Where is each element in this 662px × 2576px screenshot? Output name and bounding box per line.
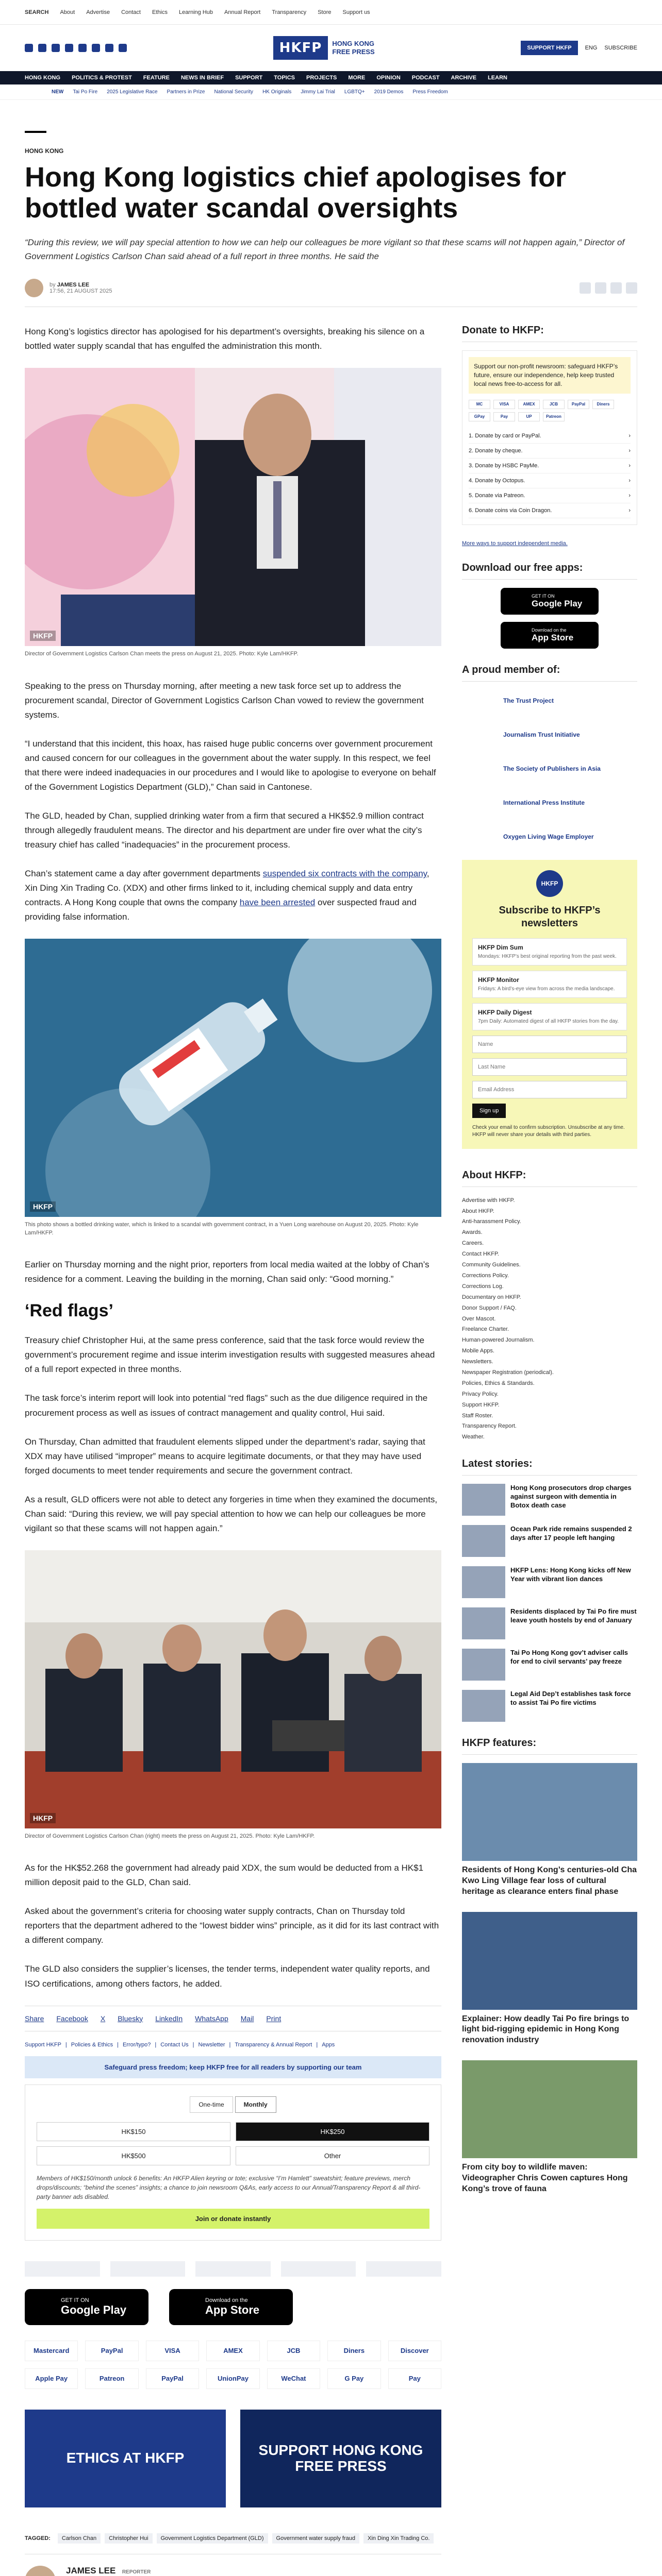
paragraph: Treasury chief Christopher Hui, at the same press conference, said that the task force would review the government’s procurement regime and issue interim investigation results with suggested measures ahead of a full report expected in three months. — [25, 1335, 435, 1375]
story-item[interactable]: Hong Kong prosecutors drop charges against surgeon with dementia in Botox death case — [462, 1484, 637, 1516]
amount-option-selected[interactable]: HK$250 — [236, 2122, 429, 2141]
payment-logo: PayPal — [85, 2341, 138, 2361]
newsletter-heading: Subscribe to HKFP’s newsletters — [499, 904, 601, 929]
author-name[interactable]: JAMES LEE — [66, 2565, 116, 2575]
author-avatar — [25, 2566, 56, 2576]
share-link[interactable]: X — [100, 2014, 106, 2023]
donation-methods — [469, 429, 631, 518]
about-link[interactable]: Freelance Charter. — [462, 1326, 509, 1333]
last-name-field[interactable]: Last Name — [472, 1058, 627, 1076]
member-logo[interactable]: International Press Institute — [503, 799, 585, 806]
facebook-icon[interactable] — [25, 44, 33, 52]
email-icon[interactable] — [626, 282, 637, 294]
payment-logo: PayPal — [146, 2368, 199, 2389]
paragraph: Speaking to the press on Thursday morning, after meeting a new task force set up to address the procurement scandal, Director of Government Logistics Carlson Chan vowed to review the government systems. — [25, 681, 424, 720]
new-badge: NEW — [52, 89, 64, 95]
nav-item[interactable]: PROJECTS — [306, 75, 337, 81]
about-link[interactable]: Awards. — [462, 1229, 483, 1236]
share-link[interactable]: WhatsApp — [195, 2014, 228, 2023]
donation-method[interactable]: 3. Donate by HSBC PayMe. › — [469, 459, 631, 473]
ticker-item[interactable]: LGBTQ+ — [344, 89, 365, 95]
topbar-link[interactable]: Contact — [121, 9, 141, 15]
donation-method[interactable]: 6. Donate coins via Coin Dragon. › — [469, 503, 631, 518]
card-logos: MC VISA AMEX JCB PayPal Diners GPay Pay UP Patreon — [469, 400, 631, 421]
paragraph: On Thursday, Chan admitted that fraudulent elements slipped under the department’s radar, saying that XDX may have utilised “improper” means to acquire legitimate documents, or that they may have used forged documents to meet tender requirements and secure the government contract. — [25, 1436, 425, 1476]
jti-logo[interactable] — [110, 2261, 186, 2277]
ticker-item[interactable]: Press Freedom — [412, 89, 448, 95]
email-field[interactable]: Email Address — [472, 1081, 627, 1098]
article-photo[interactable] — [25, 1550, 441, 1828]
photo-caption: Director of Government Logistics Carlson Chan meets the press on August 21, 2025. Photo: Kyle Lam/HKFP. — [25, 651, 299, 657]
monthly-tab[interactable]: Monthly — [235, 2096, 276, 2113]
nav-item[interactable]: ARCHIVE — [451, 75, 477, 81]
ticker-item[interactable]: 2019 Demos — [374, 89, 404, 95]
about-link[interactable]: Weather. — [462, 1434, 485, 1440]
feature-item[interactable]: Residents of Hong Kong’s centuries-old Cha Kwo Ling Village fear loss of cultural heritage as clearance enters final phase — [462, 1763, 637, 1897]
about-link[interactable]: Over Mascot. — [462, 1315, 496, 1322]
main-navigation — [0, 71, 662, 84]
feature-item[interactable]: Explainer: How deadly Tai Po fire brings to light bid-rigging epidemic in Hong Kong renovation industry — [462, 1912, 637, 2046]
donate-widget — [25, 2084, 441, 2241]
support-link[interactable]: Transparency & Annual Report — [235, 2041, 312, 2048]
support-banner[interactable]: SUPPORT HONG KONG FREE PRESS — [240, 2410, 441, 2507]
tag[interactable]: Christopher Hui — [105, 2533, 152, 2544]
about-links — [462, 1195, 637, 1443]
whatsapp-icon[interactable] — [610, 282, 622, 294]
paragraph: “I understand that this incident, this hoax, has raised huge public concerns over government procurement and caused concern for our colleagues in the government about the water supply. In this respect, we feel that there were indeed inadequacies in our procedures and I would like to apologise to everyone on behalf of the Government Logistics Department (GLD),” Chan said in Cantonese. — [25, 738, 436, 792]
publish-date: 17:56, 21 AUGUST 2025 — [49, 288, 112, 295]
latest-stories-heading: Latest stories: — [462, 1458, 637, 1476]
topbar-link[interactable]: Annual Report — [224, 9, 261, 15]
support-link[interactable]: Policies & Ethics — [71, 2041, 113, 2048]
ethics-banner[interactable]: ETHICS AT HKFP — [25, 2410, 226, 2507]
story-thumbnail — [462, 1607, 505, 1639]
google-play-button[interactable]: GET IT ON Google Play — [501, 588, 599, 615]
payment-logos — [25, 2341, 441, 2389]
threads-icon[interactable] — [65, 44, 73, 52]
nav-item[interactable]: HONG KONG — [25, 75, 61, 81]
language-toggle[interactable]: ENG — [585, 45, 598, 51]
tag[interactable]: Government Logistics Department (GLD) — [157, 2533, 268, 2544]
feature-image — [462, 1912, 637, 2010]
share-link[interactable]: Facebook — [56, 2014, 88, 2023]
story-item[interactable]: Residents displaced by Tai Po fire must leave youth hostels by end of January — [462, 1607, 637, 1639]
ticker-item[interactable]: HK Originals — [262, 89, 292, 95]
support-link[interactable]: Apps — [322, 2041, 335, 2048]
masthead — [0, 25, 662, 71]
donation-amounts — [37, 2122, 429, 2165]
newsletter-option[interactable]: HKFP Dim Sum Mondays: HKFP’s best original reporting from the past week. — [472, 938, 627, 965]
payment-logo: WeChat — [267, 2368, 320, 2389]
byline: by JAMES LEE 17:56, 21 AUGUST 2025 — [25, 279, 112, 297]
inline-link[interactable]: have been arrested — [239, 897, 316, 908]
donation-method[interactable]: 1. Donate by card or PayPal. › — [469, 429, 631, 444]
feature-stories — [462, 1763, 637, 2194]
feature-image — [462, 2060, 637, 2158]
about-link[interactable]: Policies, Ethics & Standards. — [462, 1380, 535, 1386]
about-link[interactable]: Corrections Policy. — [462, 1272, 509, 1279]
x-icon[interactable] — [595, 282, 606, 294]
donation-method[interactable]: 4. Donate by Octopus. › — [469, 473, 631, 488]
rss-icon[interactable] — [119, 44, 127, 52]
google-play-button[interactable]: GET IT ON Google Play — [25, 2289, 148, 2325]
feature-item[interactable]: From city boy to wildlife maven: Videographer Chris Cowen captures Hong Kong’s trove of fauna — [462, 2060, 637, 2194]
support-link[interactable]: Error/typo? — [122, 2041, 151, 2048]
support-links-row: Support HKFP | Policies & Ethics | Error/typo? | Contact Us | Newsletter | Transparency & Annual Report | Apps — [25, 2041, 335, 2048]
about-link[interactable]: Human-powered Journalism. — [462, 1337, 535, 1344]
about-link[interactable]: Community Guidelines. — [462, 1262, 521, 1268]
author-box — [25, 2566, 441, 2576]
support-hkfp-button[interactable]: SUPPORT HKFP — [521, 41, 577, 55]
tags-row: TAGGED: Carlson Chan Christopher Hui Government Logistics Department (GLD) Government water supply fraud Xin Ding Xin Trading Co. — [25, 2533, 441, 2554]
author-name[interactable]: JAMES LEE — [57, 282, 90, 289]
payment-logo: AMEX — [206, 2341, 259, 2361]
tag[interactable]: Xin Ding Xin Trading Co. — [363, 2533, 434, 2544]
photo-caption: Director of Government Logistics Carlson Chan (right) meets the press on August 21, 2025. Photo: Kyle Lam/HKFP. — [25, 1833, 315, 1839]
about-link[interactable]: Anti-harassment Policy. — [462, 1218, 521, 1225]
first-name-field[interactable]: Name — [472, 1036, 627, 1053]
nav-item[interactable]: LEARN — [488, 75, 507, 81]
about-link[interactable]: About HKFP. — [462, 1208, 494, 1214]
feature-image — [462, 1763, 637, 1861]
author-avatar — [25, 279, 43, 297]
more-ways-link[interactable]: More ways to support independent media. — [462, 540, 568, 547]
support-link[interactable]: Newsletter — [198, 2041, 225, 2048]
sopa-logo[interactable] — [195, 2261, 271, 2277]
app-store-button[interactable]: Download on the App Store — [169, 2289, 293, 2325]
about-link[interactable]: Advertise with HKFP. — [462, 1197, 515, 1204]
newsletter-option[interactable]: HKFP Daily Digest 7pm Daily: Automated digest of all HKFP stories from the day. — [472, 1003, 627, 1030]
article-photo[interactable] — [25, 939, 441, 1217]
newsletter-signup — [462, 860, 637, 1149]
donate-intro: Support our non-profit newsroom: safeguard HKFP’s future, ensure our independence, help keep trusted local news free-to-access for all. — [469, 357, 631, 393]
paragraph: The task force’s interim report will look into potential “red flags” such as the due diligence required in the procurement process as well as issues of contract management and quality control, Hui said. — [25, 1393, 428, 1418]
about-link[interactable]: Privacy Policy. — [462, 1391, 499, 1397]
member-logo[interactable]: Journalism Trust Initiative — [503, 731, 580, 738]
amount-option[interactable]: HK$150 — [37, 2122, 230, 2141]
telegram-icon[interactable] — [78, 44, 87, 52]
living-wage-logo[interactable] — [366, 2261, 441, 2277]
donation-method[interactable]: 5. Donate via Patreon. › — [469, 488, 631, 503]
payment-logo: JCB — [267, 2341, 320, 2361]
topbar-link[interactable]: Support us — [342, 9, 370, 15]
social-icons — [25, 44, 127, 52]
about-link[interactable]: Staff Roster. — [462, 1412, 493, 1419]
safeguard-banner[interactable]: Safeguard press freedom; keep HKFP free for all readers by supporting our team — [25, 2056, 441, 2078]
paragraph: Chan’s statement came a day after government departments suspended six contracts with the company, Xin Ding Xin Trading Co. (XDX) and other firms linked to it, including chemical supply and data entry contracts. A Hong Kong couple that owns the company have been arrested over suspected fraud and providing false information. — [25, 869, 429, 922]
nav-item[interactable]: MORE — [348, 75, 366, 81]
topbar-link[interactable]: Store — [318, 9, 332, 15]
member-list — [462, 690, 637, 848]
donate-box — [462, 350, 637, 524]
membership-note: Members of HK$150/month unlock 6 benefits: An HKFP Alien keyring or tote; exclusive “I’m Hamlett” sweatshirt; feature previews, merch drops/discounts; “behind the scenes” insights; a chance to join newsroom Q&As, early access to our Annual/Transparency Report & all third-party banner ads disabled. — [37, 2174, 421, 2200]
proud-member-heading: A proud member of: — [462, 664, 637, 682]
story-item[interactable]: Tai Po Hong Kong gov’t adviser calls for end to civil servants’ pay freeze — [462, 1649, 637, 1681]
member-logo[interactable]: The Society of Publishers in Asia — [503, 765, 601, 772]
topbar-link[interactable]: Advertise — [86, 9, 110, 15]
share-link[interactable]: Share — [25, 2014, 44, 2023]
instagram-icon[interactable] — [52, 44, 60, 52]
amount-option[interactable]: HK$500 — [37, 2146, 230, 2165]
nav-item[interactable]: NEWS IN BRIEF — [180, 75, 224, 81]
latest-stories — [462, 1484, 637, 1722]
facebook-icon[interactable] — [580, 282, 591, 294]
nav-item[interactable]: FEATURE — [143, 75, 170, 81]
topbar-link[interactable]: Learning Hub — [178, 9, 213, 15]
share-link[interactable]: Bluesky — [118, 2014, 143, 2023]
hkfp-badge-logo: HKFP — [536, 870, 563, 897]
one-time-tab[interactable]: One-time — [190, 2096, 233, 2113]
story-item[interactable]: Legal Aid Dep’t establishes task force to assist Tai Po fire victims — [462, 1690, 637, 1722]
story-thumbnail — [462, 1649, 505, 1681]
paragraph: Asked about the government’s criteria for choosing water supply contracts, Chan on Thursday told reporters that the department adhered to the “lowest bidder wins” principle, as it did for its last contract with a different company. — [25, 1906, 439, 1945]
article-photo[interactable] — [25, 368, 441, 646]
ticker-item[interactable]: 2025 Legislative Race — [107, 89, 158, 95]
about-link[interactable]: Transparency Report. — [462, 1423, 517, 1430]
payment-logo: G Pay — [327, 2368, 380, 2389]
story-thumbnail — [462, 1484, 505, 1516]
inline-link[interactable]: suspended six contracts with the company — [262, 869, 427, 879]
share-link[interactable]: Mail — [240, 2014, 254, 2023]
search-link[interactable]: SEARCH — [25, 9, 49, 15]
share-links — [25, 2006, 441, 2031]
topbar-link[interactable]: Transparency — [272, 9, 307, 15]
payment-logo: UnionPay — [206, 2368, 259, 2389]
about-heading: About HKFP: — [462, 1170, 637, 1187]
support-link[interactable]: Support HKFP — [25, 2041, 61, 2048]
story-item[interactable]: Ocean Park ride remains suspended 2 days after 17 people left hanging — [462, 1525, 637, 1557]
logo-mark: HKFP — [273, 36, 328, 60]
payment-logo: Diners — [327, 2341, 380, 2361]
site-logo[interactable] — [273, 36, 375, 60]
ticker-item[interactable]: Jimmy Lai Trial — [301, 89, 335, 95]
chevron-right-icon: › — [628, 507, 631, 514]
tag[interactable]: Carlson Chan — [58, 2533, 101, 2544]
topbar-link[interactable]: Ethics — [152, 9, 168, 15]
about-link[interactable]: Corrections Log. — [462, 1283, 504, 1290]
signup-button[interactable]: Sign up — [472, 1104, 506, 1118]
sidebar — [462, 325, 637, 2576]
member-logo[interactable]: The Trust Project — [503, 697, 554, 704]
nav-item[interactable]: POLITICS & PROTEST — [72, 75, 132, 81]
nav-item[interactable]: SUPPORT — [235, 75, 263, 81]
paragraph: The GLD also considers the supplier’s licenses, the tender terms, independent water quality reports, and ISO certifications, among others factors, he added. — [25, 1964, 430, 1989]
chevron-right-icon: › — [628, 477, 631, 484]
photo-watermark: HKFP — [30, 1813, 56, 1823]
section-heading: ‘Red flags’ — [25, 1301, 113, 1321]
story-item[interactable]: HKFP Lens: Hong Kong kicks off New Year with vibrant lion dances — [462, 1566, 637, 1598]
payment-logo: Mastercard — [25, 2341, 78, 2361]
x-icon[interactable] — [38, 44, 46, 52]
subscribe-link[interactable]: SUBSCRIBE — [604, 45, 637, 51]
paragraph: The GLD, headed by Chan, supplied drinking water from a firm that secured a HK$52.9 million contract through allegedly fraudulent means. The director and his department are under fire over what the city’s treasury chief has called “inadequacies” in the procurement process. — [25, 811, 424, 850]
ticker-item[interactable]: Partners in Prize — [167, 89, 205, 95]
article-title: Hong Kong logistics chief apologises for bottled water scandal oversights — [25, 162, 567, 224]
share-link[interactable]: LinkedIn — [155, 2014, 183, 2023]
article-body — [25, 325, 441, 2576]
member-logo[interactable]: Oxygen Living Wage Employer — [503, 833, 594, 840]
donation-frequency-toggle — [37, 2096, 429, 2113]
story-thumbnail — [462, 1690, 505, 1722]
email-icon[interactable] — [105, 44, 113, 52]
trending-ticker — [0, 84, 662, 100]
nav-item[interactable]: OPINION — [376, 75, 401, 81]
about-link[interactable]: Contact HKFP. — [462, 1251, 499, 1258]
chevron-right-icon: › — [628, 462, 631, 469]
payment-logo: Pay — [388, 2368, 441, 2389]
story-thumbnail — [462, 1566, 505, 1598]
chevron-right-icon: › — [628, 447, 631, 454]
payment-logo: Apple Pay — [25, 2368, 78, 2389]
top-utility-bar — [0, 0, 662, 25]
author-role: REPORTER — [122, 2569, 151, 2575]
ipi-logo[interactable] — [281, 2261, 356, 2277]
apps-heading: Download our free apps: — [462, 562, 637, 580]
nav-item[interactable]: PODCAST — [411, 75, 440, 81]
paragraph: Earlier on Thursday morning and the night prior, reporters from local media waited at the lobby of Chan’s residence for a comment. Leaving the building in the morning, Chan said only: “Good morning.” — [25, 1260, 429, 1284]
share-link[interactable]: Print — [266, 2014, 282, 2023]
about-link[interactable]: Support HKFP. — [462, 1401, 500, 1408]
topbar-link[interactable]: About — [60, 9, 75, 15]
about-link[interactable]: Newspaper Registration (periodical). — [462, 1369, 554, 1376]
donate-heading: Donate to HKFP: — [462, 325, 637, 342]
newsletter-note: Check your email to confirm subscription. Unsubscribe at any time. HKFP will never share your details with third parties. — [472, 1124, 625, 1138]
paragraph: As for the HK$52.268 the government had already paid XDX, the sum would be deducted from a HK$1 million deposit paid to the GLD, Chan said. — [25, 1863, 424, 1888]
article-standfirst: “During this review, we will pay special attention to how we can help our colleagues be more vigilant so that these scams will not happen again,” Director of Government Logistics Carlson Chan said ahead of a full report in three months. He said the — [25, 237, 625, 262]
photo-watermark: HKFP — [30, 631, 56, 641]
trust-project-logo[interactable] — [25, 2261, 100, 2277]
share-icons — [580, 282, 637, 294]
donation-method[interactable]: 2. Donate by cheque. › — [469, 444, 631, 459]
promo-banners — [25, 2410, 441, 2507]
article-kicker[interactable]: HONG KONG — [25, 147, 64, 155]
payment-logo: VISA — [146, 2341, 199, 2361]
about-link[interactable]: Donor Support / FAQ. — [462, 1304, 517, 1311]
features-heading: HKFP features: — [462, 1737, 637, 1755]
story-thumbnail — [462, 1525, 505, 1557]
about-link[interactable]: Documentary on HKFP. — [462, 1294, 521, 1300]
photo-watermark: HKFP — [30, 1201, 56, 1212]
support-link[interactable]: Contact Us — [160, 2041, 189, 2048]
payment-logo: Patreon — [85, 2368, 138, 2389]
app-store-button[interactable]: Download on the App Store — [501, 622, 599, 649]
member-logos-row — [25, 2261, 441, 2277]
newsletter-option[interactable]: HKFP Monitor Fridays: A bird’s-eye view from across the media landscape. — [472, 971, 627, 998]
paragraph: As a result, GLD officers were not able to detect any forgeries in time when they examined the documents, Chan said: “During this review, we will pay special attention to how we can help our colleagues be more vigilant so that these scams will not happen again.” — [25, 1494, 438, 1533]
chevron-right-icon: › — [628, 432, 631, 439]
youtube-icon[interactable] — [92, 44, 100, 52]
join-donate-button[interactable]: Join or donate instantly — [37, 2209, 429, 2229]
logo-name: HONG KONG FREE PRESS — [332, 40, 375, 56]
nav-item[interactable]: TOPICS — [274, 75, 295, 81]
chevron-right-icon: › — [628, 492, 631, 499]
about-link[interactable]: Careers. — [462, 1240, 484, 1247]
about-link[interactable]: Newsletters. — [462, 1359, 493, 1365]
ticker-item[interactable]: National Security — [214, 89, 254, 95]
paragraph: Hong Kong’s logistics director has apologised for his department’s oversights, breaking his silence on a bottled water supply scandal that has engulfed the administration this month. — [25, 327, 425, 351]
title-rule — [25, 131, 46, 133]
photo-caption: This photo shows a bottled drinking water, which is linked to a scandal with government contract, in a Yuen Long warehouse on August 20, 2025. Photo: Kyle Lam/HKFP. — [25, 1222, 419, 1236]
payment-logo: Discover — [388, 2341, 441, 2361]
tag[interactable]: Government water supply fraud — [272, 2533, 359, 2544]
ticker-item[interactable]: Tai Po Fire — [73, 89, 98, 95]
amount-option[interactable]: Other — [236, 2146, 429, 2165]
about-link[interactable]: Mobile Apps. — [462, 1348, 494, 1354]
app-store-buttons — [25, 2289, 441, 2325]
